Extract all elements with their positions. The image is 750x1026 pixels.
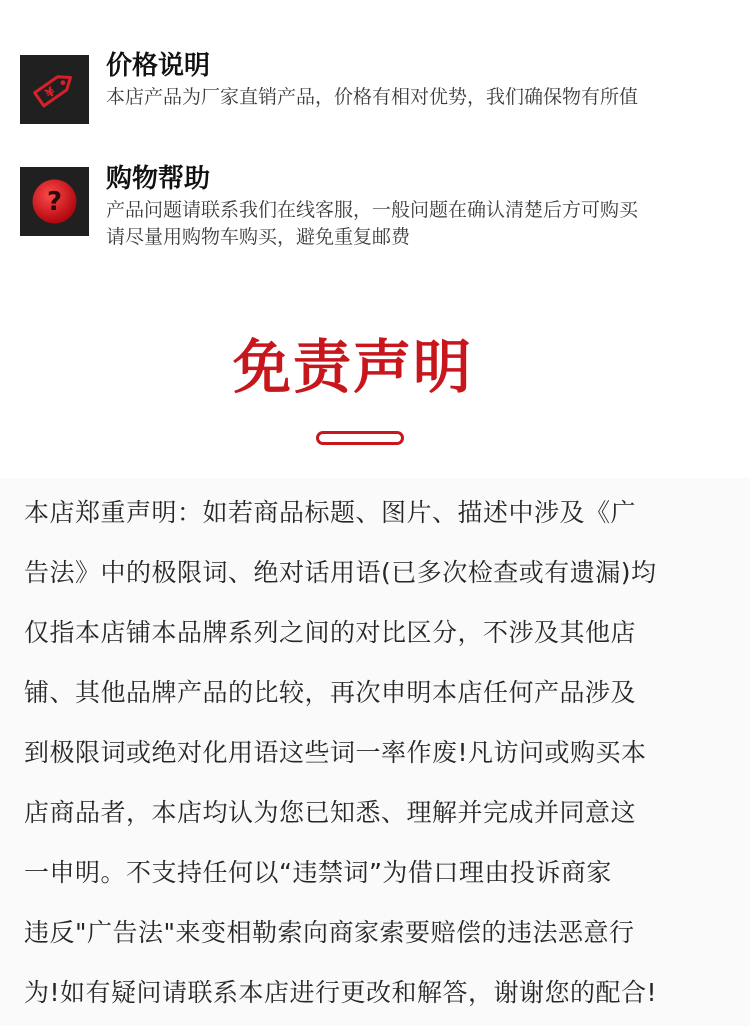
- svg-text:?: ?: [46, 187, 63, 217]
- disclaimer-line: 仅指本店铺本品牌系列之间的对比区分，不涉及其他店: [24, 618, 637, 647]
- question-mark-icon: [20, 167, 89, 236]
- shopping-help-text-2: 请尽量用购物车购买，避免重复邮费: [106, 226, 411, 248]
- disclaimer-line: 一申明。不支持任何以“违禁词”为借口理由投诉商家: [24, 858, 612, 887]
- disclaimer-line: 店商品者，本店均认为您已知悉、理解并完成并同意这: [24, 798, 637, 827]
- disclaimer-line: 为!如有疑问请联系本店进行更改和解答，谢谢您的配合!: [24, 978, 658, 1007]
- disclaimer-line: 违反"广告法"来变相勒索向商家索要赔偿的违法恶意行: [24, 918, 635, 947]
- disclaimer-line: 告法》中的极限词、绝对话用语(已多次检查或有遗漏)均: [24, 558, 657, 587]
- heading-ornament: [316, 431, 404, 445]
- svg-text:¥: ¥: [42, 84, 59, 102]
- disclaimer-line: 本店郑重声明：如若商品标题、图片、描述中涉及《广: [24, 498, 637, 527]
- price-info-text: 本店产品为厂家直销产品，价格有相对优势，我们确保物有所值: [106, 86, 639, 108]
- shipping-notice-row: [20, 0, 750, 10]
- disclaimer-line: 到极限词或绝对化用语这些词一率作废!凡访问或购买本: [24, 738, 647, 767]
- disclaimer-line: 铺、其他品牌产品的比较，再次申明本店任何产品涉及: [24, 678, 637, 707]
- price-tag-icon: [20, 55, 89, 124]
- shopping-help-text-1: 产品问题请联系我们在线客服，一般问题在确认清楚后方可购买: [106, 199, 639, 221]
- price-info-title: 价格说明: [106, 51, 211, 81]
- disclaimer-heading: 免责声明: [232, 333, 473, 401]
- shopping-help-title: 购物帮助: [106, 164, 211, 194]
- disclaimer-panel: [0, 478, 750, 1026]
